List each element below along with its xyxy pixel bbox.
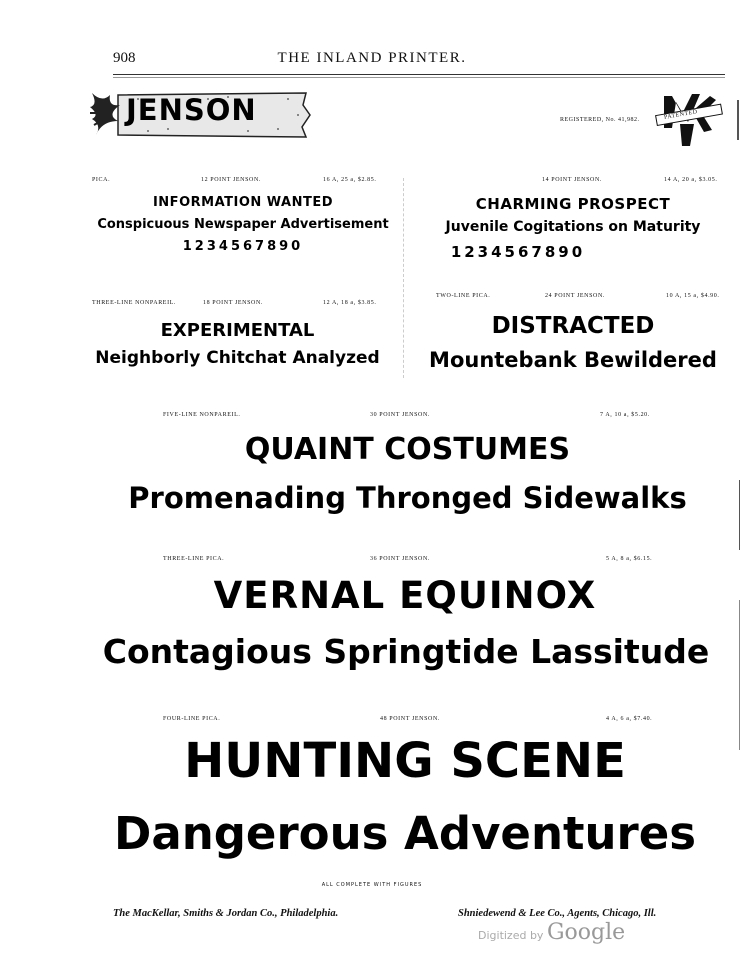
specimen-6-size: THREE-LINE PICA. xyxy=(163,556,225,562)
specimen-7-price: 4 A, 6 a, $7.40. xyxy=(606,716,653,722)
specimen-5-size: FIVE-LINE NONPAREIL. xyxy=(163,412,241,418)
digitized-watermark xyxy=(478,920,625,945)
trademark-label: PATENTED xyxy=(663,109,699,121)
specimen-1-size: PICA. xyxy=(92,177,111,183)
specimen-7-size: FOUR-LINE PICA. xyxy=(163,716,221,722)
specimen-3-point: 18 POINT JENSON. xyxy=(203,300,263,306)
specimen-1-line-2: Conspicuous Newspaper Advertisement xyxy=(97,217,389,232)
footer-publisher-right: Shniedewend & Lee Co., Agents, Chicago, Ill. xyxy=(458,908,657,919)
column-divider xyxy=(403,178,404,378)
specimen-4-line-1: DISTRACTED xyxy=(491,313,655,339)
specimen-1-line-3: 1234567890 xyxy=(182,239,304,254)
footer-publisher-left: The MacKellar, Smiths & Jordan Co., Philadelphia. xyxy=(113,908,339,919)
google-logo: Google xyxy=(546,920,626,945)
specimen-2-line-1: CHARMING PROSPECT xyxy=(475,195,671,213)
specimen-7-line-2: Dangerous Adventures xyxy=(113,807,697,860)
specimen-3-size: THREE-LINE NONPAREIL. xyxy=(92,300,177,306)
specimen-5-line-1: QUAINT COSTUMES xyxy=(244,432,571,467)
footer-note: ALL COMPLETE WITH FIGURES xyxy=(321,882,423,888)
specimen-7-point: 48 POINT JENSON. xyxy=(380,716,440,722)
registration-note: REGISTERED, No. 41,982. xyxy=(560,117,640,123)
specimen-1-line-1: INFORMATION WANTED xyxy=(152,195,334,210)
specimen-2-line-2: Juvenile Cogitations on Maturity xyxy=(445,219,701,235)
scan-edge-mark xyxy=(737,100,739,140)
page-number: 908 xyxy=(113,50,136,66)
digitized-prefix: Digitized by xyxy=(478,929,544,942)
specimen-3-line-2: Neighborly Chitchat Analyzed xyxy=(95,348,380,368)
running-title: THE INLAND PRINTER. xyxy=(277,50,467,66)
specimen-2-point: 14 POINT JENSON. xyxy=(542,177,602,183)
specimen-6-line-1: VERNAL EQUINOX xyxy=(213,574,597,617)
header-rule xyxy=(113,74,725,75)
specimen-2-price: 14 A, 20 a, $3.05. xyxy=(664,177,718,183)
specimen-5-point: 30 POINT JENSON. xyxy=(370,412,430,418)
scan-edge-mark xyxy=(739,480,740,550)
scan-edge-mark xyxy=(739,600,740,750)
specimen-4-point: 24 POINT JENSON. xyxy=(545,293,605,299)
logo-text: JENSON xyxy=(126,93,257,127)
specimen-1-point: 12 POINT JENSON. xyxy=(201,177,261,183)
specimen-4-price: 10 A, 15 a, $4.90. xyxy=(666,293,720,299)
specimen-7-line-1: HUNTING SCENE xyxy=(184,733,626,789)
specimen-5-price: 7 A, 10 a, $5.20. xyxy=(600,412,650,418)
monogram-trademark-icon xyxy=(650,88,725,150)
specimen-4-line-2: Mountebank Bewildered xyxy=(429,348,717,372)
specimen-6-price: 5 A, 8 a, $6.15. xyxy=(606,556,653,562)
specimen-6-point: 36 POINT JENSON. xyxy=(370,556,430,562)
specimen-5-line-2: Promenading Thronged Sidewalks xyxy=(128,481,687,515)
specimen-3-price: 12 A, 18 a, $3.85. xyxy=(323,300,377,306)
header-rule-thin xyxy=(113,77,725,78)
specimen-1-price: 16 A, 25 a, $2.85. xyxy=(323,177,377,183)
specimen-6-line-2: Contagious Springtide Lassitude xyxy=(102,632,710,671)
specimen-3-line-1: EXPERIMENTAL xyxy=(160,320,315,341)
specimen-4-size: TWO-LINE PICA. xyxy=(436,293,491,299)
trademark-monogram xyxy=(650,88,725,150)
specimen-2-line-3: 1234567890 xyxy=(450,243,586,261)
jenson-logo xyxy=(88,85,313,145)
